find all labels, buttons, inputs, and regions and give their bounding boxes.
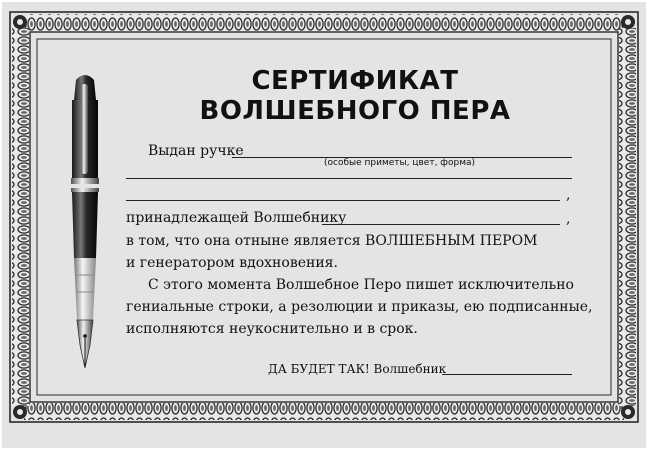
description-line-1[interactable] <box>126 178 572 179</box>
body-line-5: исполняются неукоснительно и в срок. <box>126 321 418 337</box>
owner-label: принадлежащей Волшебнику <box>126 210 347 226</box>
signature-label: ДА БУДЕТ ТАК! Волшебник <box>268 362 447 376</box>
comma-2: , <box>566 211 571 227</box>
issued-label: Выдан ручке <box>148 143 244 159</box>
pen-description-hint: (особые приметы, цвет, форма) <box>324 158 476 168</box>
body-line-3: С этого момента Волшебное Перо пишет исключительно <box>148 277 574 293</box>
comma-1: , <box>566 187 571 203</box>
body-line-2: и генератором вдохновения. <box>126 255 338 271</box>
signature-line[interactable] <box>442 374 572 375</box>
certificate-title-line2: ВОЛШЕБНОГО ПЕРА <box>199 96 511 126</box>
certificate-title-line1: СЕРТИФИКАТ <box>251 66 459 96</box>
owner-name-line[interactable] <box>322 224 560 225</box>
body-line-4: гениальные строки, а резолюции и приказы, ею подписанные, <box>126 299 593 315</box>
body-line-1: в том, что она отныне является ВОЛШЕБНЫМ ПЕРОМ <box>126 233 538 249</box>
description-line-2[interactable] <box>126 200 560 201</box>
fountain-pen-icon <box>60 70 110 370</box>
